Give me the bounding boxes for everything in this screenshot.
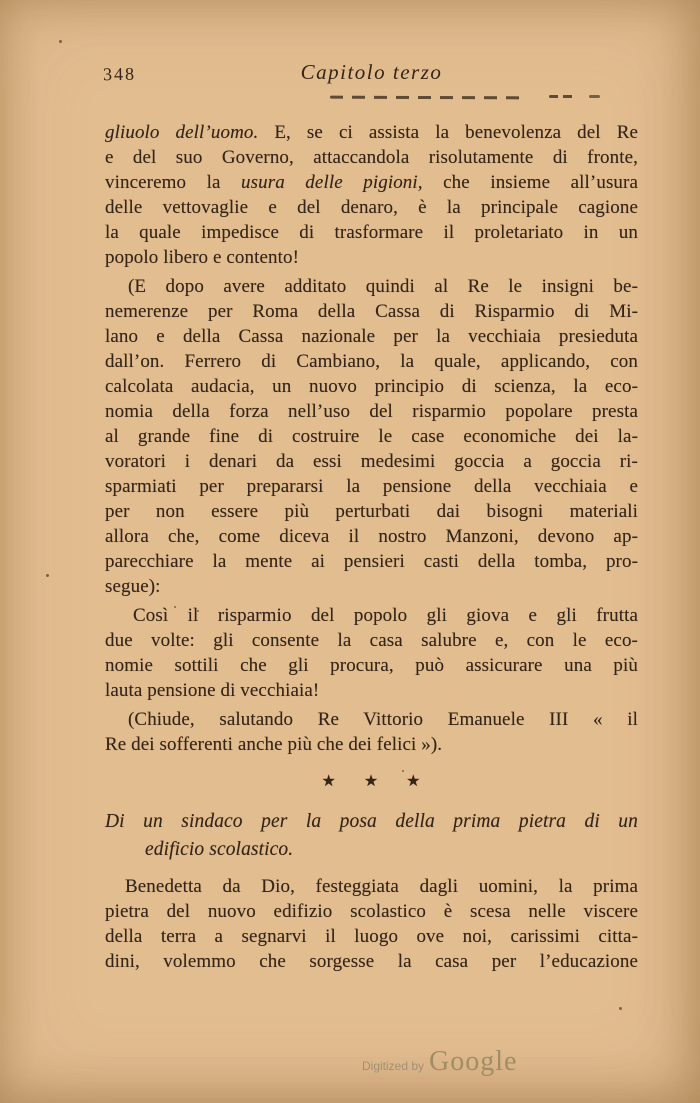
text-segment: che insieme all’usura: [422, 172, 638, 193]
header-underline-dashes: [589, 95, 600, 98]
text-line: [105, 424, 638, 449]
italic-text-segment: usura delle pigioni,: [241, 172, 423, 193]
italic-text-segment: edificio scolastico.: [145, 839, 294, 860]
text-segment: delle vettovaglie e del denaro, è la principale cagione: [105, 197, 638, 218]
text-line: [105, 349, 638, 374]
text-segment: Re dei sofferenti anche più che dei felici »).: [105, 734, 443, 755]
text-segment: dini, volemmo che sorgesse la casa per l’educazione: [105, 951, 638, 972]
text-segment: dall’on. Ferrero di Cambiano, la quale, applicando, con: [105, 351, 638, 372]
section-separator-stars: ★ ★ ★: [321, 773, 422, 790]
text-line: [105, 324, 638, 349]
text-line: [105, 949, 638, 974]
section-heading: [105, 808, 638, 864]
text-segment: sparmiati per prepararsi la pensione della vecchiaia e: [105, 476, 638, 497]
header-underline-dashes: [330, 96, 526, 100]
text-segment: nemerenze per Roma della Cassa di Risparmio di Mi-: [105, 301, 638, 322]
paragraph: [105, 120, 638, 270]
text-line: [105, 603, 638, 628]
text-segment: calcolata audacia, un nuovo principio di scienza, la eco-: [105, 376, 638, 397]
text-segment: la quale impedisce di trasformare il proletariato in un: [105, 222, 638, 243]
text-line: [105, 574, 638, 599]
text-segment: della terra a segnarvi il luogo ove noi, carissimi citta-: [105, 926, 638, 947]
text-segment: due volte: gli consente la casa salubre e, con le eco-: [105, 630, 638, 651]
text-segment: segue):: [105, 576, 161, 597]
text-line: [105, 399, 638, 424]
text-segment: vinceremo la: [105, 172, 242, 193]
paragraph: [105, 603, 638, 703]
text-segment: Benedetta da Dio, festeggiata dagli uomini, la prima: [125, 876, 638, 897]
text-segment: (Chiude, salutando Re Vittorio Emanuele III « il: [128, 709, 638, 730]
page-number: 348: [102, 63, 137, 85]
text-segment: voratori i denari da essi medesimi goccia a goccia ri-: [105, 451, 638, 472]
italic-text-segment: gliuolo dell’uomo.: [105, 122, 259, 143]
text-line: [105, 245, 638, 270]
italic-text-segment: Di un sindaco per la posa della prima pietra di un: [105, 811, 638, 832]
text-segment: e del suo Governo, attaccandola risolutamente di fronte,: [105, 147, 638, 168]
text-line: [105, 274, 638, 299]
text-line: [105, 678, 638, 703]
text-line: [105, 549, 638, 574]
header-underline-dashes: [549, 95, 576, 98]
text-line: [105, 449, 638, 474]
text-line: [105, 374, 638, 399]
text-segment: (E dopo avere additato quindi al Re le insigni be-: [128, 276, 638, 297]
paragraph: [105, 707, 638, 757]
page-body: [105, 120, 638, 978]
text-line: [105, 899, 638, 924]
text-line: [105, 120, 638, 145]
text-segment: per non essere più perturbati dai bisogni materiali: [105, 501, 638, 522]
text-line: [105, 220, 638, 245]
ink-speck: [619, 1007, 622, 1010]
text-line: [105, 524, 638, 549]
text-segment: nomie sottili che gli procura, può assicurare una più: [105, 655, 638, 676]
digitization-watermark: [362, 1046, 517, 1078]
text-line: [105, 924, 638, 949]
paragraph: [105, 274, 638, 599]
text-line: [105, 874, 638, 899]
text-line: [105, 170, 638, 195]
text-line: [105, 732, 638, 757]
text-line: [105, 628, 638, 653]
chapter-running-title: Capitolo terzo: [300, 60, 443, 84]
google-logo: Google: [429, 1046, 518, 1077]
watermark-text: Digitized by: [362, 1059, 425, 1073]
text-segment: lauta pensione di vecchiaia!: [105, 680, 320, 701]
text-line: [105, 299, 638, 324]
text-line: [105, 474, 638, 499]
text-line: [105, 499, 638, 524]
text-segment: lano e della Cassa nazionale per la vecchiaia presieduta: [105, 326, 638, 347]
text-line: [105, 653, 638, 678]
text-line: [105, 707, 638, 732]
text-segment: al grande fine di costruire le case economiche dei la-: [105, 426, 638, 447]
text-segment: E, se ci assista la benevolenza del Re: [258, 122, 638, 143]
text-segment: allora che, come diceva il nostro Manzoni, devono ap-: [105, 526, 638, 547]
text-segment: Così il risparmio del popolo gli giova e gli frutta: [133, 605, 638, 626]
text-segment: popolo libero e contento!: [105, 247, 300, 268]
text-line: [105, 808, 638, 836]
ink-speck: [46, 574, 49, 577]
text-segment: parecchiare la mente ai pensieri casti della tomba, pro-: [105, 551, 638, 572]
paragraph: [105, 874, 638, 974]
text-segment: nomia della forza nell’uso del risparmio popolare presta: [105, 401, 638, 422]
text-segment: pietra del nuovo edifizio scolastico è scesa nelle viscere: [105, 901, 638, 922]
text-line: [105, 195, 638, 220]
text-line: [105, 836, 638, 864]
ink-speck: [59, 40, 62, 43]
text-line: [105, 145, 638, 170]
